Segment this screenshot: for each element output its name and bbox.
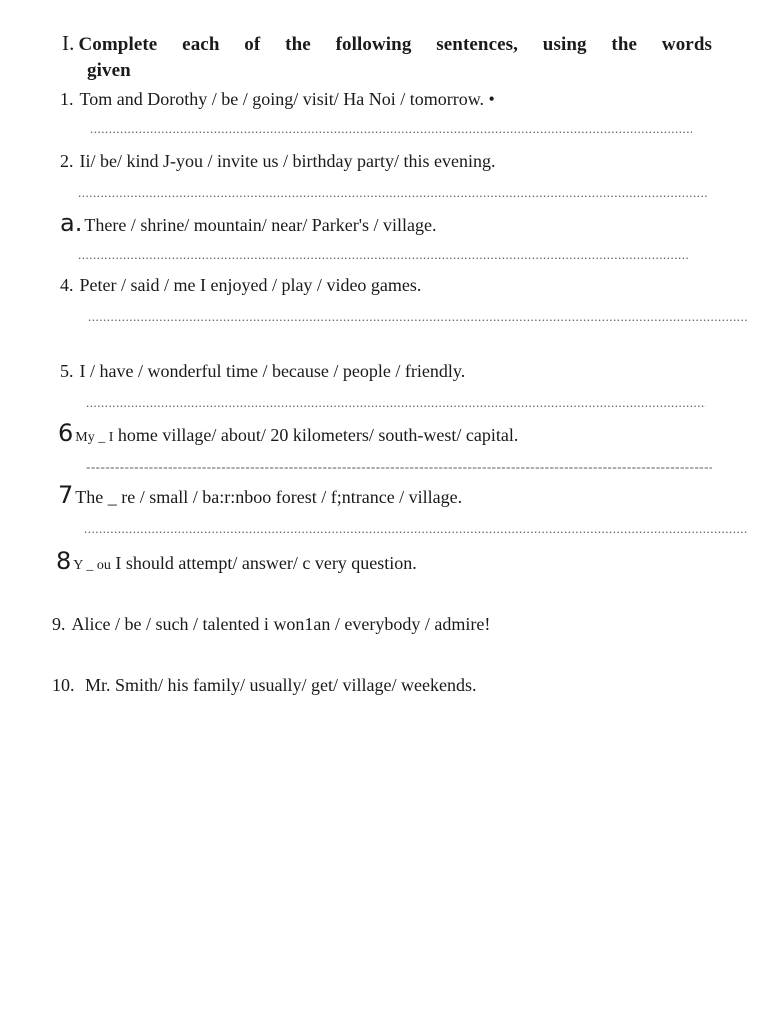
item-number: 1. (60, 89, 74, 109)
item-number: 9. (52, 614, 66, 634)
item-number: 7 (58, 481, 74, 509)
sentence-item-4 (60, 274, 421, 296)
item-number: 8 (56, 547, 72, 575)
sentence-item-6 (58, 419, 519, 449)
item-prefix: The _ re (75, 487, 136, 507)
answer-line-6[interactable] (86, 460, 712, 474)
sentence-item-10 (52, 674, 476, 696)
answer-line-5[interactable] (86, 396, 706, 410)
item-prompt: / small / ba:r:nboo forest / f;ntrance / village. (135, 487, 463, 507)
item-prompt: Peter / said / me I enjoyed / play / video games. (79, 275, 422, 295)
item-prompt: There / shrine/ mountain/ near/ Parker's / village. (84, 215, 437, 235)
exercise-heading (62, 30, 712, 84)
item-prompt: I should attempt/ answer/ c very question. (110, 553, 417, 573)
heading-line-2: given (87, 60, 131, 81)
answer-line-1[interactable] (90, 122, 692, 136)
sentence-item-8 (56, 547, 417, 577)
item-number: a. (60, 209, 83, 237)
item-prompt: Tom and Dorothy / be / going/ visit/ Ha Noi / tomorrow. • (79, 89, 495, 109)
answer-line-7[interactable] (84, 522, 748, 536)
sentence-item-2 (60, 150, 495, 172)
item-number: 10. (52, 675, 75, 695)
item-prefix: My _ I (75, 430, 114, 445)
heading-line-1: Complete each of the following sentences, using the words (78, 34, 712, 55)
item-number: 6 (58, 419, 74, 447)
answer-line-2[interactable] (78, 186, 708, 200)
item-prompt: Ii/ be/ kind J-you / invite us / birthday party/ this evening. (79, 151, 496, 171)
item-number: 4. (60, 275, 74, 295)
item-prompt: I / have / wonderful time / because / people / friendly. (79, 361, 466, 381)
sentence-item-3 (60, 209, 437, 237)
item-prompt: home village/ about/ 20 kilometers/ south-west/ capital. (113, 425, 519, 445)
answer-line-4[interactable] (88, 310, 748, 324)
sentence-item-7 (58, 481, 463, 509)
answer-line-3[interactable] (78, 248, 688, 262)
item-number: 5. (60, 361, 74, 381)
item-prefix: Y _ ou (73, 558, 111, 573)
item-prompt: Alice / be / such / talented i won1an / everybody / admire! (71, 614, 491, 634)
section-number: I. (62, 31, 75, 55)
sentence-item-9 (52, 613, 490, 635)
item-prompt: Mr. Smith/ his family/ usually/ get/ village/ weekends. (80, 675, 477, 695)
item-number: 2. (60, 151, 74, 171)
sentence-item-5 (60, 360, 465, 382)
sentence-item-1 (60, 88, 495, 110)
